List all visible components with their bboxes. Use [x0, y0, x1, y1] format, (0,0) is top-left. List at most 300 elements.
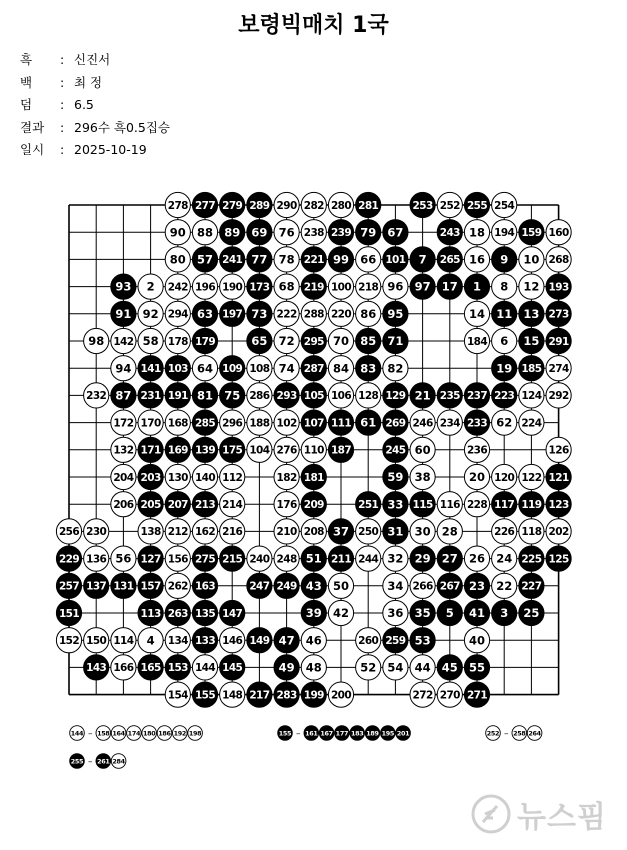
move-number: 144 [194, 662, 216, 675]
move-number: 136 [86, 553, 107, 566]
move-number: 98 [88, 334, 105, 349]
move-number: 143 [86, 662, 107, 675]
move-number: 208 [303, 526, 324, 539]
move-number: 37 [332, 524, 350, 539]
move-number: 275 [194, 553, 216, 566]
feather-circle-icon [471, 794, 511, 834]
info-key: 흑 [20, 52, 33, 67]
move-number: 157 [140, 580, 161, 593]
move-number: 165 [140, 662, 161, 675]
move-number: 84 [332, 361, 350, 376]
move-number: 276 [276, 444, 297, 457]
move-number: 158 [97, 729, 110, 738]
move-number: 182 [276, 471, 297, 484]
move-number: 243 [439, 226, 460, 239]
move-number: 101 [385, 254, 406, 267]
move-number: 43 [305, 578, 322, 593]
move-number: 4 [146, 633, 155, 648]
black-stone [278, 726, 293, 741]
move-number: 155 [194, 689, 216, 702]
move-number: 292 [548, 390, 569, 403]
move-number: 88 [196, 225, 214, 240]
move-number: 215 [222, 553, 243, 566]
move-number: 218 [358, 281, 379, 294]
move-number: 288 [303, 308, 324, 321]
move-number: 186 [158, 729, 171, 738]
move-number: 9 [500, 252, 509, 267]
move-number: 195 [381, 729, 395, 738]
move-number: 184 [466, 335, 488, 348]
move-number: 264 [528, 729, 541, 738]
move-number: 294 [167, 308, 188, 321]
move-number: 128 [358, 390, 379, 403]
move-number: 93 [115, 279, 132, 294]
move-number: 169 [167, 444, 188, 457]
move-number: 253 [412, 199, 433, 212]
move-number: 266 [412, 580, 433, 593]
move-number: 58 [142, 334, 159, 349]
move-number: 212 [167, 526, 188, 539]
move-number: 87 [115, 388, 132, 403]
move-number: 250 [358, 526, 379, 539]
move-number: 60 [414, 442, 431, 457]
move-number: 283 [276, 689, 297, 702]
ko-dash: – [88, 757, 93, 767]
move-number: 108 [249, 362, 270, 375]
move-number: 257 [58, 580, 80, 593]
move-number: 42 [332, 606, 350, 621]
move-number: 141 [140, 362, 161, 375]
move-number: 179 [194, 335, 216, 348]
move-number: 242 [167, 281, 188, 294]
move-number: 72 [278, 334, 295, 349]
move-number: 203 [140, 471, 161, 484]
move-number: 167 [320, 729, 333, 738]
move-number: 171 [140, 444, 161, 457]
move-number: 281 [358, 199, 379, 212]
move-number: 49 [278, 660, 295, 675]
move-number: 213 [194, 498, 216, 511]
move-number: 255 [466, 199, 488, 212]
info-value-komi: 6.5 [74, 97, 94, 112]
move-number: 55 [468, 660, 486, 675]
move-number: 35 [414, 606, 431, 621]
move-number: 59 [387, 470, 404, 485]
move-number: 199 [303, 689, 324, 702]
move-number: 53 [414, 633, 431, 648]
move-number: 131 [113, 580, 134, 593]
move-number: 18 [468, 225, 486, 240]
white-stone [157, 726, 172, 741]
move-number: 116 [439, 498, 460, 511]
move-number: 193 [548, 281, 569, 294]
move-number: 111 [330, 417, 352, 430]
move-number: 51 [305, 551, 322, 566]
move-number: 260 [358, 634, 379, 647]
move-number: 229 [58, 553, 80, 566]
move-number: 185 [521, 362, 542, 375]
move-number: 235 [439, 390, 460, 403]
move-number: 194 [494, 226, 515, 239]
move-number: 254 [494, 199, 515, 212]
white-stone [96, 726, 111, 741]
move-number: 191 [167, 390, 188, 403]
move-number: 290 [276, 199, 297, 212]
move-number: 92 [142, 306, 159, 321]
move-number: 285 [194, 417, 216, 430]
move-number: 287 [303, 362, 324, 375]
ko-record [70, 754, 126, 769]
move-number: 144 [70, 729, 84, 738]
move-number: 68 [278, 279, 295, 294]
move-number: 16 [468, 252, 486, 267]
move-number: 138 [140, 526, 161, 539]
move-number: 113 [140, 607, 161, 620]
move-number: 160 [548, 226, 569, 239]
move-number: 153 [167, 662, 188, 675]
black-stone [96, 754, 111, 769]
move-number: 10 [523, 252, 540, 267]
move-number: 122 [521, 471, 542, 484]
ko-dash: – [88, 729, 93, 739]
move-number: 134 [167, 634, 188, 647]
move-number: 173 [249, 281, 270, 294]
move-number: 164 [112, 729, 125, 738]
move-number: 146 [222, 634, 243, 647]
move-number: 247 [249, 580, 270, 593]
move-number: 166 [113, 662, 134, 675]
move-number: 289 [249, 199, 270, 212]
move-number: 3 [500, 606, 509, 621]
move-number: 130 [167, 471, 188, 484]
move-number: 107 [303, 417, 324, 430]
move-number: 99 [332, 252, 350, 267]
move-number: 210 [276, 526, 297, 539]
move-number: 54 [387, 660, 404, 675]
info-key: 덤 [20, 97, 33, 112]
move-number: 176 [276, 498, 297, 511]
move-number: 27 [441, 551, 458, 566]
move-number: 198 [188, 729, 202, 738]
move-number: 15 [523, 334, 540, 349]
move-number: 11 [496, 306, 513, 321]
move-number: 91 [115, 306, 132, 321]
move-number: 120 [494, 471, 515, 484]
move-number: 132 [113, 444, 134, 457]
move-number: 282 [303, 199, 324, 212]
move-number: 238 [303, 226, 324, 239]
black-stone [304, 726, 319, 741]
move-number: 76 [278, 225, 295, 240]
move-number: 77 [251, 252, 268, 267]
ko-dash: – [504, 729, 509, 739]
move-number: 137 [86, 580, 107, 593]
move-number: 100 [330, 281, 352, 294]
move-number: 115 [412, 498, 433, 511]
info-value-result: 296수 흑0.5집승 [74, 119, 171, 135]
move-number: 236 [466, 444, 488, 457]
move-number: 110 [303, 444, 324, 457]
logo-text: 뉴스핌 [517, 800, 607, 835]
move-number: 125 [548, 553, 569, 566]
move-number: 89 [224, 225, 241, 240]
black-stone [319, 726, 334, 741]
move-number: 200 [330, 689, 352, 702]
black-stone [335, 726, 350, 741]
move-number: 241 [222, 254, 243, 267]
move-number: 223 [494, 390, 515, 403]
move-number: 63 [196, 306, 214, 321]
move-number: 246 [412, 417, 433, 430]
move-number: 85 [360, 334, 377, 349]
info-colon: : [60, 142, 65, 157]
move-number: 69 [251, 225, 268, 240]
move-number: 248 [276, 553, 297, 566]
move-number: 52 [360, 660, 377, 675]
move-number: 66 [360, 252, 377, 267]
ko-record [278, 726, 411, 741]
move-number: 268 [548, 254, 569, 267]
move-number: 41 [468, 606, 486, 621]
move-number: 78 [278, 252, 295, 267]
move-number: 119 [521, 498, 542, 511]
move-number: 196 [194, 281, 216, 294]
move-number: 293 [276, 390, 297, 403]
move-number: 133 [194, 634, 216, 647]
move-number: 109 [222, 362, 243, 375]
move-number: 163 [194, 580, 216, 593]
move-number: 40 [468, 633, 486, 648]
move-number: 31 [387, 524, 404, 539]
move-number: 224 [521, 417, 542, 430]
move-number: 33 [387, 497, 404, 512]
move-number: 139 [194, 444, 216, 457]
info-value-date: 2025-10-19 [74, 142, 147, 157]
move-number: 90 [169, 225, 186, 240]
info-colon: : [60, 119, 65, 135]
move-number: 149 [249, 634, 270, 647]
move-number: 284 [112, 757, 125, 766]
move-number: 50 [332, 578, 350, 593]
move-number: 75 [224, 388, 241, 403]
info-key: 결과 [20, 119, 45, 135]
move-number: 8 [500, 279, 509, 294]
move-number: 277 [194, 199, 216, 212]
move-number: 26 [468, 551, 486, 566]
move-number: 272 [412, 689, 433, 702]
move-number: 74 [278, 361, 295, 376]
move-number: 201 [396, 729, 410, 738]
move-number: 34 [387, 578, 404, 593]
move-number: 45 [441, 660, 458, 675]
move-number: 105 [303, 390, 324, 403]
move-number: 271 [466, 689, 488, 702]
white-stone [173, 726, 188, 741]
move-number: 95 [387, 306, 404, 321]
move-number: 180 [142, 729, 156, 738]
move-number: 86 [360, 306, 377, 321]
move-number: 249 [276, 580, 297, 593]
move-number: 267 [439, 580, 460, 593]
move-number: 145 [222, 662, 243, 675]
info-key: 일시 [20, 142, 45, 157]
move-number: 255 [70, 757, 84, 766]
move-number: 96 [387, 279, 404, 294]
move-number: 151 [58, 607, 80, 620]
white-stone [127, 726, 142, 741]
move-number: 150 [86, 634, 107, 647]
move-number: 239 [330, 226, 352, 239]
white-stone [512, 726, 527, 741]
move-number: 237 [466, 390, 488, 403]
move-number: 12 [523, 279, 540, 294]
black-stone [381, 726, 396, 741]
black-stone [396, 726, 411, 741]
move-number: 244 [358, 553, 379, 566]
move-number: 231 [140, 390, 161, 403]
move-number: 62 [496, 415, 513, 430]
move-number: 211 [330, 553, 352, 566]
move-number: 71 [387, 334, 404, 349]
move-number: 189 [366, 729, 379, 738]
white-stone [70, 726, 85, 741]
move-number: 280 [330, 199, 352, 212]
move-number: 81 [196, 388, 214, 403]
move-number: 221 [303, 254, 324, 267]
move-number: 168 [167, 417, 188, 430]
black-stone [350, 726, 365, 741]
move-number: 251 [358, 498, 379, 511]
move-number: 206 [113, 498, 134, 511]
move-number: 22 [496, 578, 513, 593]
move-number: 6 [500, 334, 509, 349]
move-number: 118 [521, 526, 542, 539]
move-number: 155 [278, 729, 292, 738]
move-number: 190 [222, 281, 243, 294]
move-number: 129 [385, 390, 406, 403]
move-number: 252 [439, 199, 460, 212]
move-number: 67 [387, 225, 404, 240]
move-number: 240 [249, 553, 270, 566]
move-number: 121 [548, 471, 569, 484]
white-stone [111, 726, 126, 741]
move-number: 233 [466, 417, 488, 430]
move-number: 127 [140, 553, 161, 566]
move-number: 102 [276, 417, 297, 430]
move-number: 25 [523, 606, 540, 621]
move-number: 29 [414, 551, 431, 566]
move-number: 172 [113, 417, 134, 430]
black-stone [70, 754, 85, 769]
move-number: 270 [439, 689, 460, 702]
move-number: 46 [305, 633, 322, 648]
move-number: 140 [194, 471, 216, 484]
move-number: 205 [140, 498, 161, 511]
move-number: 117 [494, 498, 515, 511]
move-number: 106 [330, 390, 352, 403]
move-number: 175 [222, 444, 243, 457]
move-number: 225 [521, 553, 542, 566]
move-number: 1 [472, 279, 482, 294]
move-number: 94 [115, 361, 132, 376]
move-number: 14 [468, 306, 486, 321]
info-value-black-player: 신진서 [74, 52, 111, 67]
move-number: 82 [387, 361, 404, 376]
move-number: 17 [441, 279, 458, 294]
move-number: 44 [414, 660, 431, 675]
move-number: 228 [466, 498, 488, 511]
move-number: 30 [414, 524, 431, 539]
move-number: 265 [439, 254, 460, 267]
move-number: 226 [494, 526, 515, 539]
move-number: 222 [276, 308, 297, 321]
move-number: 124 [521, 390, 542, 403]
move-number: 112 [222, 471, 243, 484]
move-number: 28 [441, 524, 458, 539]
move-number: 232 [86, 390, 107, 403]
move-number: 269 [385, 417, 406, 430]
move-number: 47 [278, 633, 295, 648]
move-number: 274 [548, 362, 569, 375]
move-number: 36 [387, 606, 404, 621]
move-number: 2 [146, 279, 155, 294]
move-number: 83 [360, 361, 377, 376]
info-key: 백 [20, 74, 33, 90]
move-number: 156 [167, 553, 188, 566]
move-number: 214 [222, 498, 243, 511]
white-stone [142, 726, 157, 741]
move-number: 19 [496, 361, 513, 376]
move-number: 227 [521, 580, 542, 593]
move-number: 126 [548, 444, 569, 457]
move-number: 61 [360, 415, 377, 430]
news-logo [471, 792, 607, 836]
move-number: 252 [486, 729, 500, 738]
move-number: 152 [58, 634, 80, 647]
move-number: 65 [251, 334, 268, 349]
info-value-white-player: 최 정 [74, 74, 103, 90]
move-number: 135 [194, 607, 216, 620]
move-number: 38 [414, 470, 431, 485]
move-number: 187 [330, 444, 352, 457]
move-number: 154 [167, 689, 188, 702]
move-number: 217 [249, 689, 270, 702]
white-stone [486, 726, 501, 741]
info-colon: : [60, 74, 65, 90]
move-number: 286 [249, 390, 270, 403]
move-number: 32 [387, 551, 404, 566]
move-number: 183 [350, 729, 364, 738]
move-number: 259 [385, 634, 406, 647]
move-number: 23 [468, 578, 486, 593]
ko-record [486, 726, 542, 741]
move-number: 103 [167, 362, 188, 375]
move-number: 279 [222, 199, 243, 212]
move-number: 273 [548, 308, 569, 321]
move-number: 73 [251, 306, 268, 321]
page-title: 보령빅매치 1국 [238, 13, 389, 38]
move-number: 174 [127, 729, 141, 738]
move-number: 70 [332, 334, 350, 349]
move-number: 161 [305, 729, 318, 738]
move-number: 64 [196, 361, 214, 376]
move-number: 197 [222, 308, 243, 321]
move-number: 204 [113, 471, 134, 484]
move-number: 159 [521, 226, 542, 239]
move-number: 21 [414, 388, 431, 403]
move-number: 220 [330, 308, 352, 321]
move-number: 202 [548, 526, 569, 539]
